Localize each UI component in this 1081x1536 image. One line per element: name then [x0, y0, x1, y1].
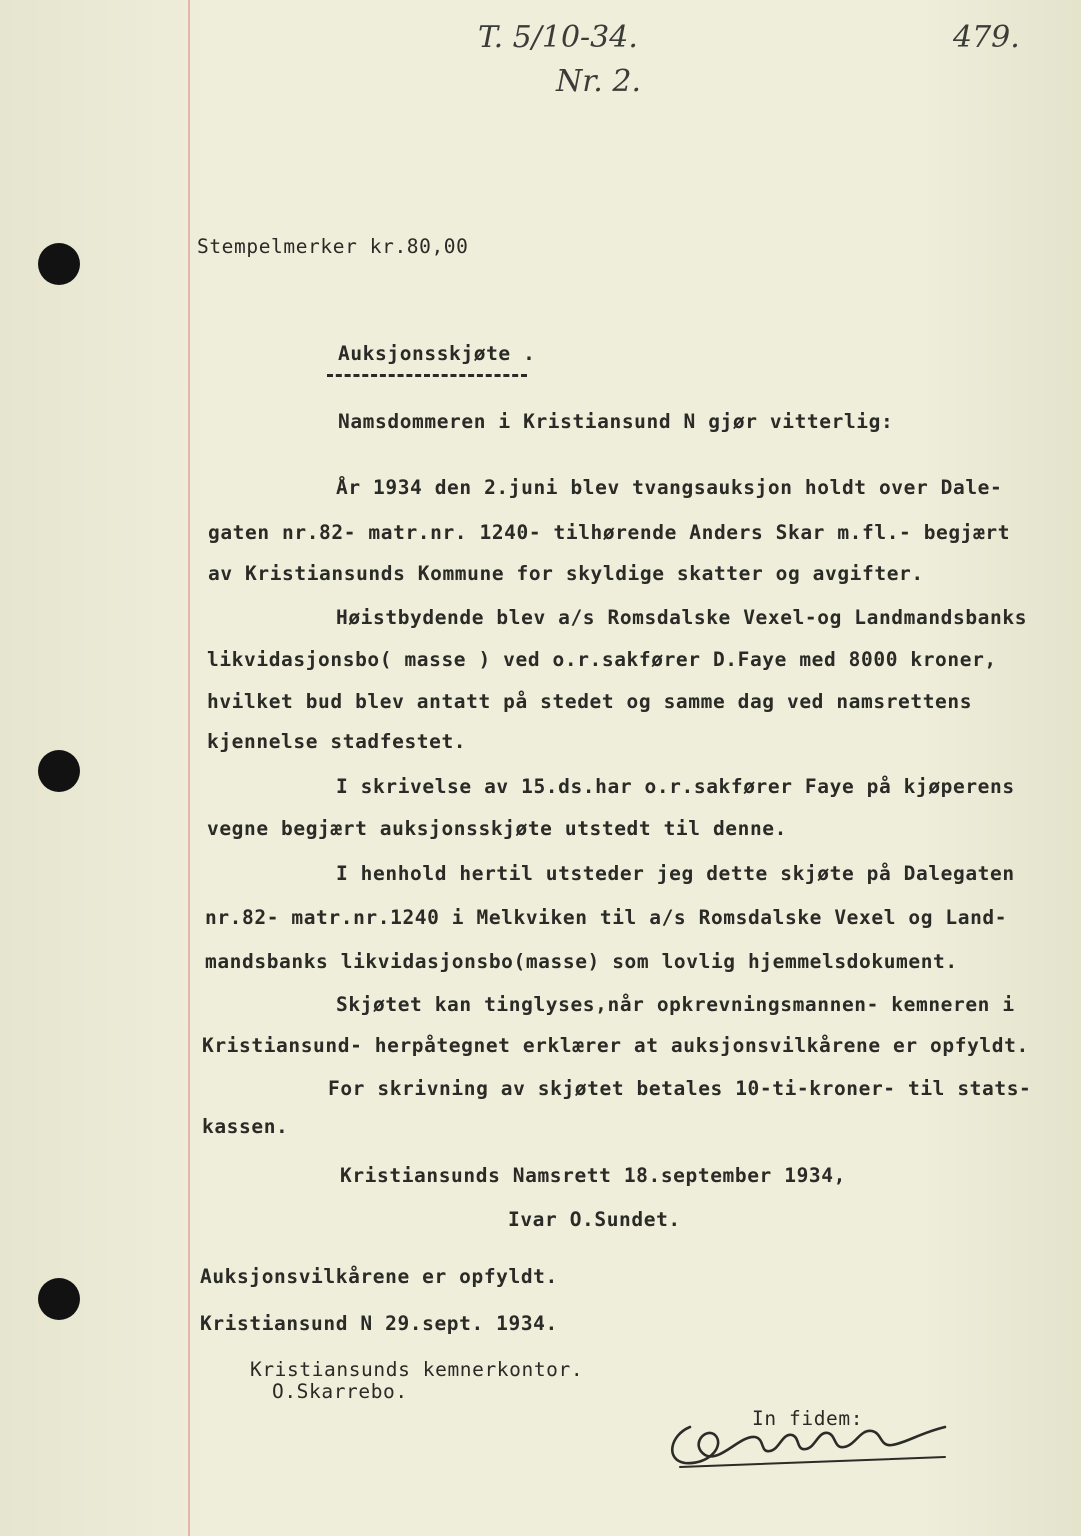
endorsement-officer: O.Skarrebo.	[272, 1380, 408, 1403]
margin-rule	[188, 0, 190, 1536]
body-line: Skjøtet kan tinglyses,når opkrevningsmannen- kemneren i	[336, 993, 1015, 1016]
body-line: hvilket bud blev antatt på stedet og samme dag ved namsrettens	[207, 690, 973, 713]
body-line: vegne begjært auksjonsskjøte utstedt til denne.	[207, 817, 787, 840]
title-underline	[327, 374, 527, 377]
handwritten-number-note: Nr. 2.	[556, 64, 641, 99]
endorsement-line-1: Auksjonsvilkårene er opfyldt.	[200, 1265, 558, 1288]
handwritten-signature	[660, 1405, 960, 1475]
intro-line: Namsdommeren i Kristiansund N gjør vitterlig:	[338, 410, 894, 433]
body-line: likvidasjonsbo( masse ) ved o.r.sakfører D.Faye med 8000 kroner,	[207, 648, 997, 671]
punch-hole	[38, 243, 80, 285]
body-line: kassen.	[202, 1115, 289, 1138]
body-line: For skrivning av skjøtet betales 10-ti-kroner- til stats-	[328, 1077, 1032, 1100]
body-line: gaten nr.82- matr.nr. 1240- tilhørende Anders Skar m.fl.- begjært	[208, 521, 1011, 544]
closing-place-date: Kristiansunds Namsrett 18.september 1934,	[340, 1164, 846, 1187]
stamp-line: Stempelmerker kr.80,00	[197, 235, 469, 258]
body-line: mandsbanks likvidasjonsbo(masse) som lovlig hjemmelsdokument.	[205, 950, 958, 973]
punch-hole	[38, 1278, 80, 1320]
document-title: Auksjonsskjøte .	[338, 342, 536, 365]
handwritten-date-note: T. 5/10-34.	[478, 20, 638, 55]
body-line: av Kristiansunds Kommune for skyldige skatter og avgifter.	[208, 562, 924, 585]
body-line: nr.82- matr.nr.1240 i Melkviken til a/s Romsdalske Vexel og Land-	[205, 906, 1008, 929]
body-line: I skrivelse av 15.ds.har o.r.sakfører Faye på kjøperens	[336, 775, 1015, 798]
closing-signer: Ivar O.Sundet.	[508, 1208, 681, 1231]
body-line: I henhold hertil utsteder jeg dette skjøte på Dalegaten	[336, 862, 1015, 885]
handwritten-page-number: 479.	[953, 20, 1020, 55]
witness-label: In fidem:	[752, 1407, 864, 1430]
endorsement-line-2: Kristiansund N 29.sept. 1934.	[200, 1312, 558, 1335]
body-line: kjennelse stadfestet.	[207, 730, 467, 753]
body-line: Høistbydende blev a/s Romsdalske Vexel-og Landmandsbanks	[336, 606, 1028, 629]
body-line: Kristiansund- herpåtegnet erklærer at auksjonsvilkårene er opfyldt.	[202, 1034, 1029, 1057]
endorsement-office: Kristiansunds kemnerkontor.	[250, 1358, 584, 1381]
punch-hole	[38, 750, 80, 792]
body-line: År 1934 den 2.juni blev tvangsauksjon holdt over Dale-	[336, 476, 1003, 499]
